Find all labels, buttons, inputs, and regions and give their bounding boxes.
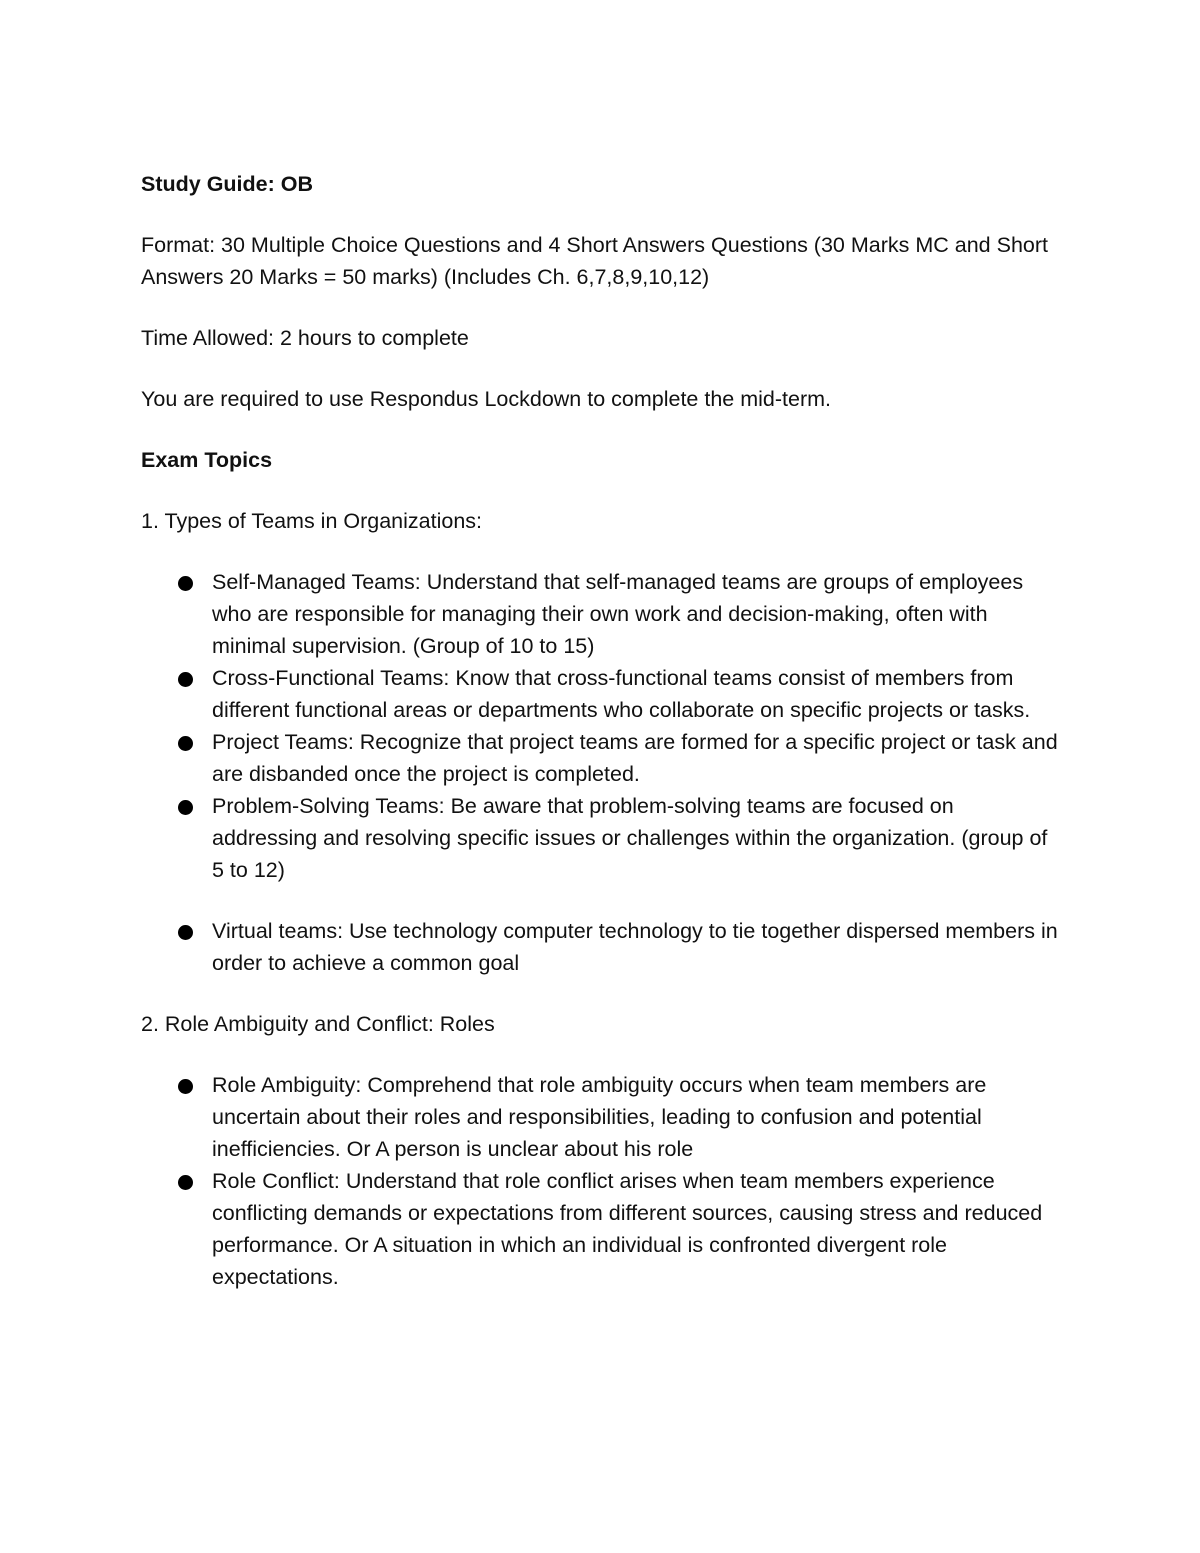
list-item-text: Virtual teams: Use technology computer technology to tie together dispersed members in order to achieve a common goal [212,919,1058,975]
bullet-icon [178,1175,193,1190]
types-of-teams-list [141,566,1061,979]
bullet-icon [178,1079,193,1094]
list-item [141,915,1061,979]
section-heading-types-of-teams: 1. Types of Teams in Organizations: [141,509,482,533]
list-item [141,790,1061,886]
list-item [141,1069,1061,1165]
bullet-icon [178,736,193,751]
list-item-text: Cross-Functional Teams: Know that cross-functional teams consist of members from different functional areas or departments who collaborate on specific projects or tasks. [212,666,1031,722]
format-paragraph: Format: 30 Multiple Choice Questions and 4 Short Answers Questions (30 Marks MC and Short Answers 20 Marks = 50 marks) (Includes Ch. 6,7,8,9,10,12) [141,233,1048,289]
list-item-text: Role Ambiguity: Comprehend that role ambiguity occurs when team members are uncertain about their roles and responsibilities, leading to confusion and potential inefficiencies. Or A person is unclear about his role [212,1073,987,1161]
list-item [141,1165,1061,1293]
list-item-text: Role Conflict: Understand that role conflict arises when team members experience conflicting demands or expectations from different sources, causing stress and reduced performance. Or A situation in which an individual is confronted divergent role expectations. [212,1169,1043,1289]
document-title: Study Guide: OB [141,172,313,196]
list-item-text: Self-Managed Teams: Understand that self-managed teams are groups of employees who are responsible for managing their own work and decision-making, often with minimal supervision. (Group of 10 to 15) [212,570,1024,658]
exam-topics-heading: Exam Topics [141,448,273,472]
list-item-text: Project Teams: Recognize that project teams are formed for a specific project or task and are disbanded once the project is completed. [212,730,1058,786]
time-allowed-paragraph: Time Allowed: 2 hours to complete [141,326,469,350]
role-ambiguity-list [141,1069,1061,1293]
lockdown-paragraph: You are required to use Respondus Lockdown to complete the mid-term. [141,387,831,411]
list-item [141,726,1061,790]
list-item [141,662,1061,726]
section-heading-role-ambiguity: 2. Role Ambiguity and Conflict: Roles [141,1012,495,1036]
bullet-icon [178,576,193,591]
bullet-icon [178,800,193,815]
list-item [141,566,1061,662]
document-page [141,168,1061,1293]
bullet-icon [178,925,193,940]
bullet-icon [178,672,193,687]
list-item-text: Problem-Solving Teams: Be aware that problem-solving teams are focused on addressing and resolving specific issues or challenges within the organization. (group of 5 to 12) [212,794,1048,882]
